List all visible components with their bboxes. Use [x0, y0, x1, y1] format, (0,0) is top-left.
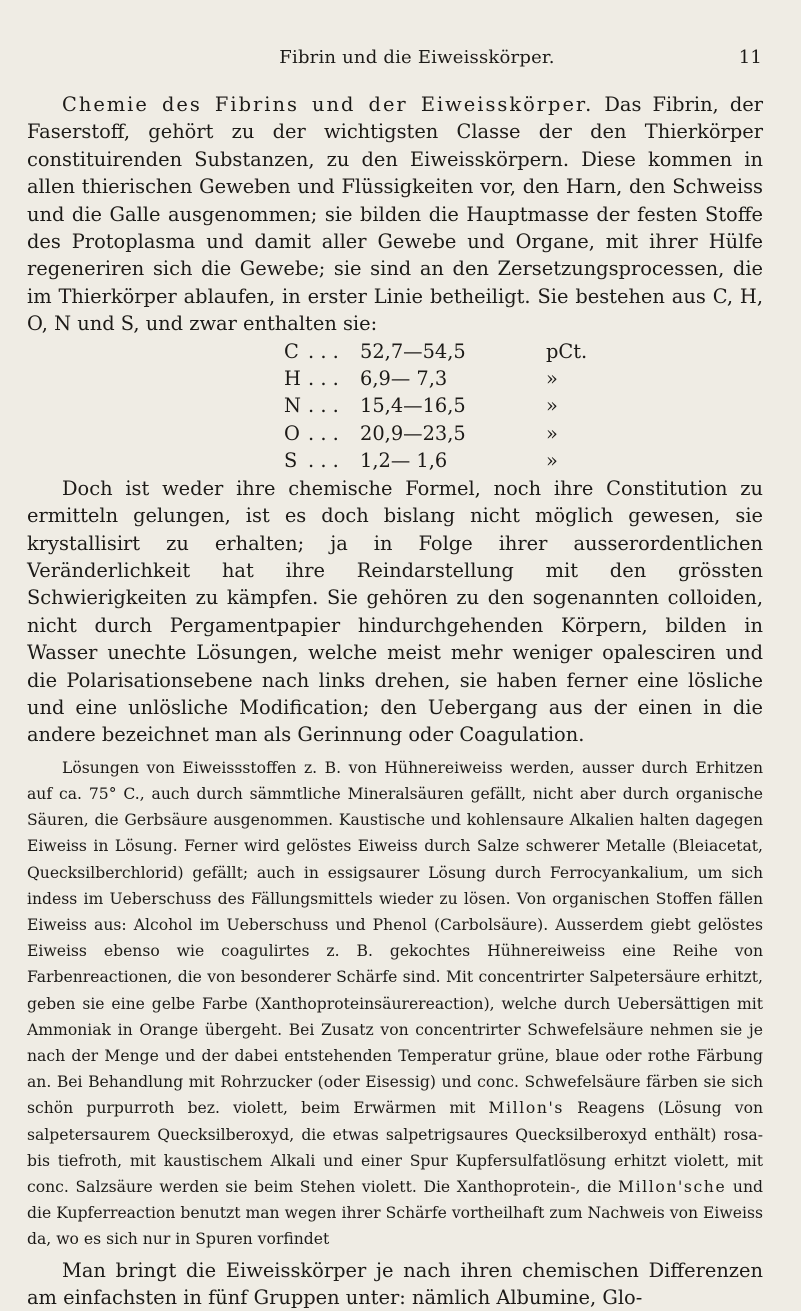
leader-dots: . . .	[308, 449, 339, 473]
small-print-paragraph	[27, 755, 763, 1253]
author-name: Millon'sche	[618, 1178, 727, 1196]
unit: »	[546, 367, 558, 391]
percent-range: 1,2— 1,6	[360, 449, 448, 473]
author-name: Millon's	[488, 1099, 564, 1118]
intro-text: Das Fibrin, der Faserstoff, gehört zu der wichtigsten Classe der den Thierkörper constituirenden Substanzen, zu den Eiweisskörpern. Diese kommen in allen thierischen Geweben und Flüssigkeiten vor, den Harn, den Schweiss und die Galle ausgenommen; sie bilden die Hauptmasse der festen Stoffe des Protoplasma und damit aller Gewebe und Organe, mit ihrer Hülfe regeneriren sich die Gewebe; sie sind an den Zersetzungsprocessen, die im Thierkörper ablaufen, in erster Linie betheiligt. Sie bestehen aus C, H, O, N und S, und zwar enthalten sie:	[27, 93, 763, 336]
running-title: Fibrin und die Eiweisskörper.	[279, 47, 555, 68]
leader-dots: . . .	[308, 339, 339, 363]
composition-row	[284, 365, 763, 392]
leader-dots: . . .	[308, 367, 339, 391]
unit: »	[546, 449, 558, 473]
small-text-part-2: Reagens (Lösung von salpetersaurem Quecksilberoxyd, die etwas salpetrigsaures Quecksilberoxyd enthält) rosa- bis tiefroth, mit kaustischem Alkali und einer Spur Kupfersulfatlösung erhitzt violett, mit conc. Salzsäure werden sie beim Stehen violett. Die Xanthoprotein-, die	[27, 1099, 764, 1196]
percent-range: 6,9— 7,3	[360, 367, 448, 391]
element-symbol: H	[284, 367, 301, 391]
unit: pCt.	[546, 339, 588, 363]
running-header	[72, 47, 762, 73]
percent-range: 20,9—23,5	[360, 421, 466, 445]
percent-range: 15,4—16,5	[360, 394, 466, 418]
small-text-part-1: Lösungen von Eiweissstoffen z. B. von Hühnereiweiss werden, ausser durch Erhitzen auf ca. 75° C., auch durch sämmtliche Mineralsäuren gefällt, nicht aber durch organische Säuren, die Gerbsäure ausgenommen. Kaustische und kohlensaure Alkalien halten dagegen Eiweiss in Lösung. Ferner wird gelöstes Eiweiss durch Salze schwerer Metalle (Bleiacetat, Quecksilberchlorid) gefällt; auch in essigsaurer Lösung durch Ferrocyankalium, um sich indess im Ueberschuss des Fällungsmittels wieder zu lösen. Von organischen Stoffen fällen Eiweiss aus: Alcohol im Ueberschuss und Phenol (Carbolsäure). Ausserdem giebt gelöstes Eiweiss ebenso wie coagulirtes z. B. gekochtes Hühnereiweiss eine Reihe von Farbenreactionen, die von besonderer Schärfe sind. Mit concentrirter Salpetersäure erhitzt, geben sie eine gelbe Farbe (Xanthoproteinsäurereaction), welche durch Uebersättigen mit Ammoniak in Orange übergeht. Bei Zusatz von concentrirter Schwefelsäure nehmen sie je nach der Menge und der dabei entstehenden Temperatur grüne, blaue oder rothe Färbung an. Bei Behandlung mit Rohrzucker (oder Eisessig) und conc. Schwefelsäure färben sie sich schön purpurroth bez. violett, beim Erwärmen mit	[27, 758, 763, 1118]
composition-row	[284, 338, 763, 365]
element-symbol: C	[284, 339, 299, 363]
element-symbol: O	[284, 421, 300, 445]
intro-paragraph	[27, 91, 763, 338]
element-symbol: S	[284, 449, 298, 473]
unit: »	[546, 421, 558, 445]
composition-row	[284, 447, 763, 474]
page-number: 11	[738, 47, 762, 68]
percent-range: 52,7—54,5	[360, 339, 466, 363]
section-heading: Chemie des Fibrins und der Eiweisskörper.	[62, 93, 594, 116]
element-symbol: N	[284, 394, 301, 418]
unit: »	[546, 394, 558, 418]
composition-row	[284, 420, 763, 447]
composition-row	[284, 392, 763, 419]
groups-paragraph: Man bringt die Eiweisskörper je nach ihren chemischen Differenzen am einfachsten in fünf Gruppen unter: nämlich Albumine, Glo-	[27, 1258, 763, 1310]
leader-dots: . . .	[308, 421, 339, 445]
constitution-paragraph: Doch ist weder ihre chemische Formel, noch ihre Constitution zu ermitteln gelungen, ist es doch bislang nicht möglich gewesen, sie krystallisirt zu erhalten; ja in Folge ihrer ausserordentlichen Veränderlichkeit hat ihre Reindarstellung mit den grössten Schwierigkeiten zu kämpfen. Sie gehören zu den sogenannten colloiden, nicht durch Pergamentpapier hindurchgehenden Körpern, bilden in Wasser unechte Lösungen, welche meist mehr weniger opalesciren und die Polarisationsebene nach links drehen, sie haben ferner eine lösliche und eine unlösliche Modification; den Uebergang aus der einen in die andere bezeichnet man als Gerinnung oder Coagulation.	[27, 476, 763, 747]
small-text-part-3: und die Kupferreaction benutzt man wegen ihrer Schärfe vortheilhaft zum Nachweis von Eiweiss da, wo es sich nur in Spuren vorfindet	[27, 1178, 763, 1249]
leader-dots: . . .	[308, 394, 339, 418]
composition-table	[284, 338, 763, 475]
page-body	[27, 91, 763, 1311]
